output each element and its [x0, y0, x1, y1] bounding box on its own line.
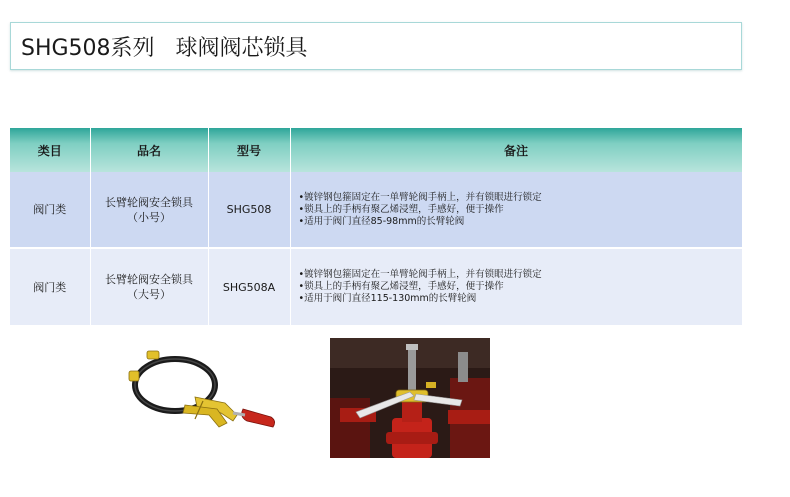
table-row: [10, 248, 742, 325]
column-header-notes: 备注: [290, 128, 742, 172]
model-cell: SHG508: [208, 172, 290, 248]
model-cell: SHG508A: [208, 248, 290, 325]
table-header-row: [10, 128, 742, 172]
note-line: •镀锌钢包箍固定在一单臂轮阀手柄上，并有锁眼进行锁定: [298, 269, 542, 280]
product-name-line2: （小号）: [127, 210, 171, 224]
notes-cell: [290, 172, 742, 248]
column-header-name: 品名: [90, 128, 208, 172]
note-line: •镀锌钢包箍固定在一单臂轮阀手柄上，并有锁眼进行锁定: [298, 191, 542, 203]
valve-in-use-photo: [330, 338, 490, 458]
column-header-model: 型号: [208, 128, 290, 172]
note-line: •适用于阀门直径85-98mm的长臂轮阀: [298, 215, 465, 227]
product-name-line1: 长臂轮阀安全锁具: [105, 195, 193, 209]
note-line: •锁具上的手柄有聚乙烯浸塑，手感好，便于操作: [298, 203, 504, 215]
notes-cell: [290, 248, 742, 325]
product-name-line1: 长臂轮阀安全锁具: [105, 273, 193, 286]
product-name-cell: [90, 248, 208, 325]
table-row: [10, 172, 742, 248]
column-header-category: 类目: [10, 128, 90, 172]
page-title: SHG508系列 球阀阀芯锁具: [21, 36, 308, 61]
title-box: [10, 22, 742, 70]
product-name-cell: [90, 172, 208, 248]
category-cell: 阀门类: [10, 172, 90, 248]
clamp-lock-product-image: [125, 345, 285, 445]
note-line: •适用于阀门直径115-130mm的长臂轮阀: [298, 293, 477, 304]
product-table: [10, 128, 743, 325]
product-name-line2: （大号）: [127, 288, 171, 301]
note-line: •锁具上的手柄有聚乙烯浸塑，手感好，便于操作: [298, 281, 504, 292]
category-cell: 阀门类: [10, 248, 90, 325]
